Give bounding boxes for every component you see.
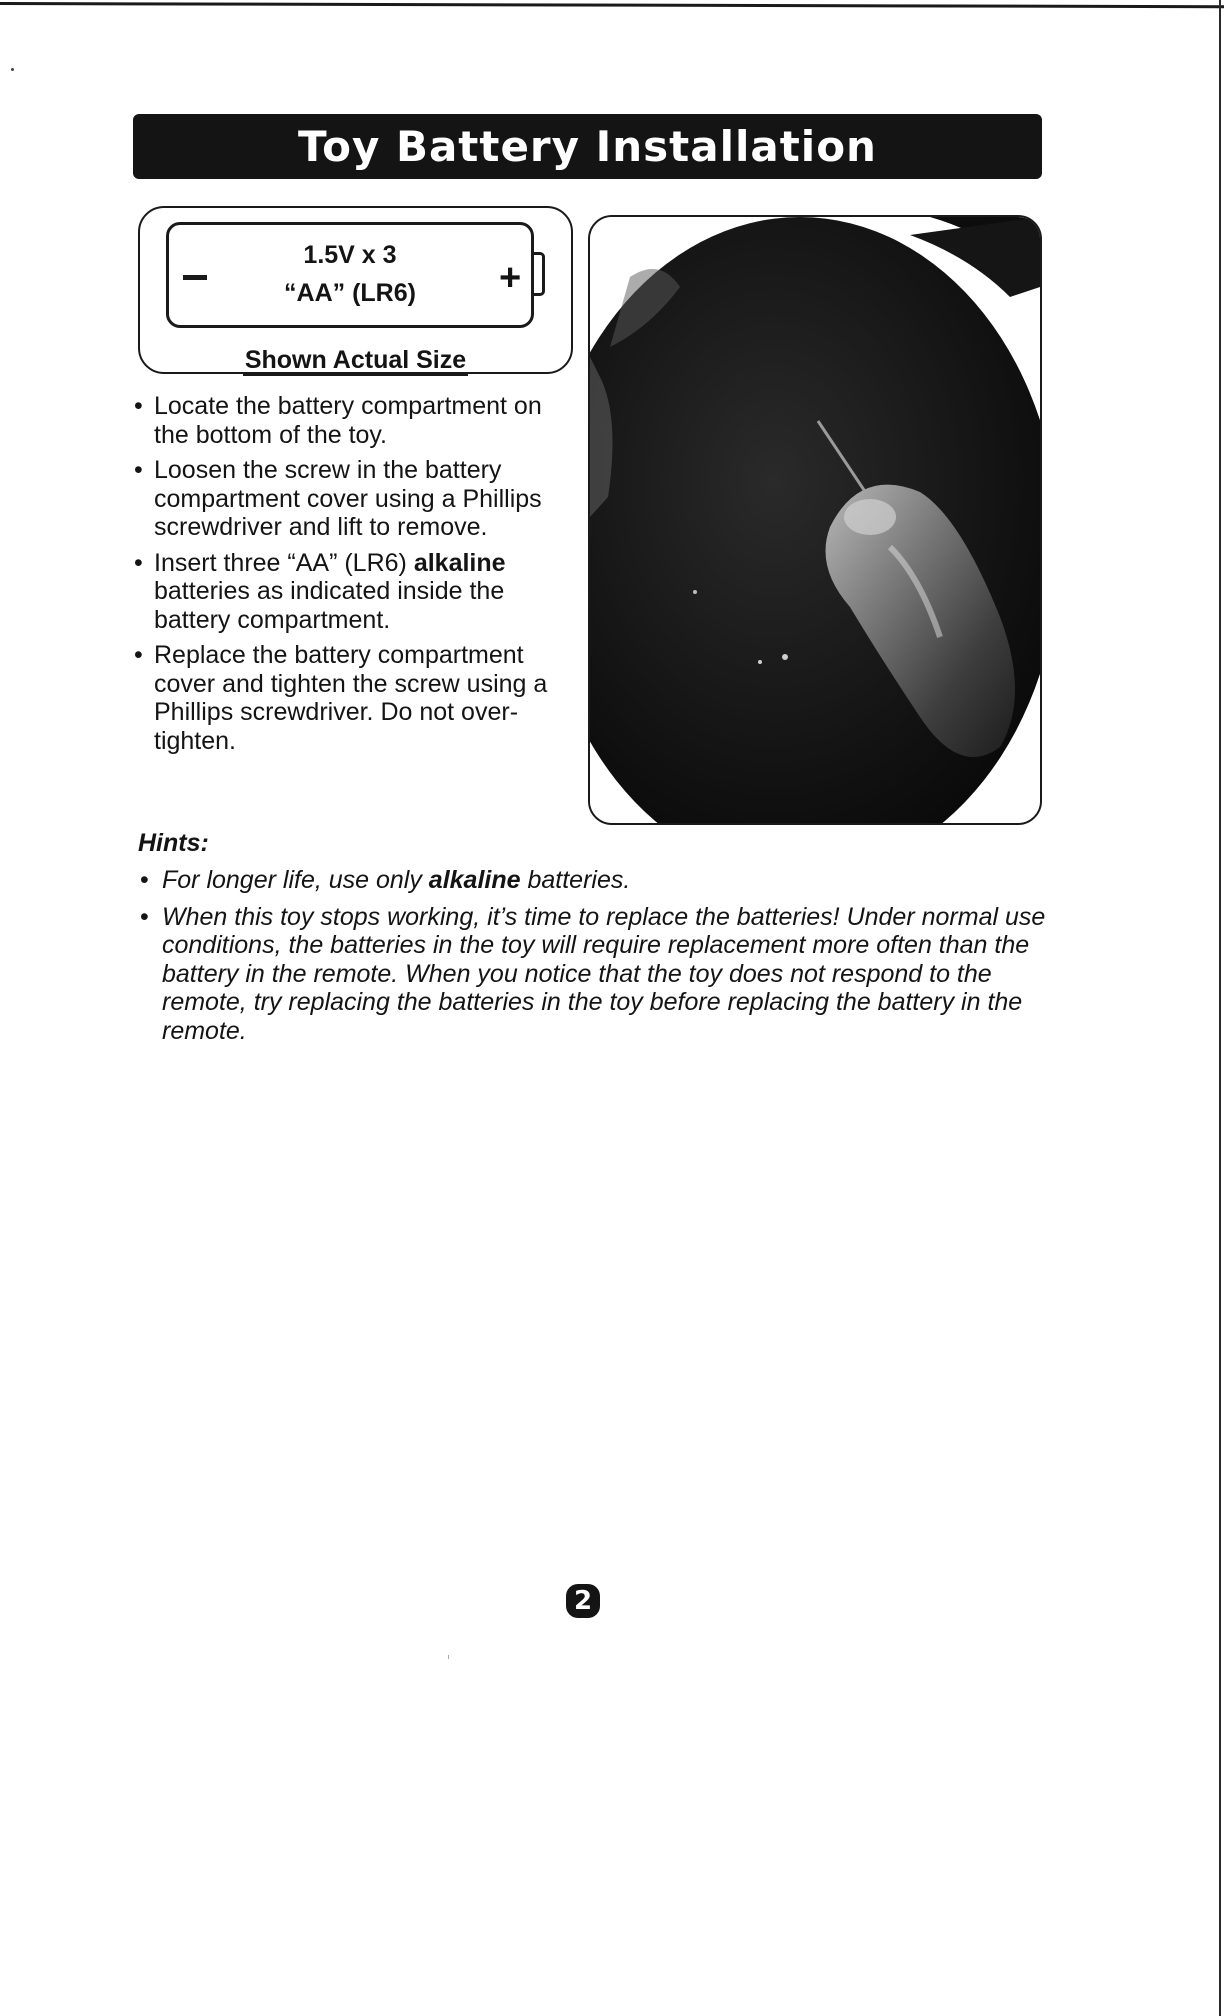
step-text-pre: Insert three “AA” (LR6) xyxy=(154,548,414,577)
hint-item xyxy=(138,903,1050,1046)
hints-list xyxy=(138,866,1050,1053)
step-text-post: batteries as indicated inside the battery compartment. xyxy=(154,577,505,634)
battery-illustration xyxy=(166,222,534,328)
installation-steps xyxy=(132,392,580,762)
step-item xyxy=(132,641,580,755)
step-text-bold: alkaline xyxy=(413,548,506,577)
top-edge-rule xyxy=(0,2,1224,8)
screwdriver-in-battery-compartment-icon xyxy=(590,217,1040,823)
battery-compartment-photo xyxy=(588,215,1042,825)
step-item xyxy=(132,456,580,542)
size-caption-text: Shown Actual Size xyxy=(244,346,467,374)
page-number-badge: 2 xyxy=(566,1584,600,1618)
page-title: Toy Battery Installation xyxy=(133,114,1042,179)
step-text: Replace the battery compartment cover and tighten the screw using a Phillips screwdriver. Do not over-tighten. xyxy=(154,641,548,755)
step-item xyxy=(132,549,580,635)
battery-voltage-label: 1.5V x 3 xyxy=(303,241,397,269)
battery-plus-terminal-icon: + xyxy=(499,257,522,299)
scan-mark xyxy=(448,1655,449,1659)
battery-size-caption xyxy=(140,346,571,375)
hints-heading: Hints: xyxy=(138,829,209,857)
step-item xyxy=(132,392,580,449)
hint-text-post: batteries. xyxy=(520,866,631,894)
scan-speck xyxy=(11,68,14,71)
battery-nub-icon xyxy=(534,252,545,296)
battery-type-label: “AA” (LR6) xyxy=(284,279,416,307)
hint-item xyxy=(138,866,1050,895)
step-text: Locate the battery compartment on the bottom of the toy. xyxy=(154,392,542,449)
right-edge-rule xyxy=(1219,0,1221,2016)
hint-text: When this toy stops working, it’s time to replace the batteries! Under normal use conditions, the batteries in the toy will require replacement more often than the battery in the remote. When you notice that the toy does not respond to the remote, try replacing the batteries in the toy before replacing the battery in the remote. xyxy=(162,902,1046,1045)
hint-text-bold: alkaline xyxy=(428,866,521,894)
hint-text-pre: For longer life, use only xyxy=(162,866,429,894)
battery-size-panel xyxy=(138,206,573,374)
step-text: Loosen the screw in the battery compartment cover using a Phillips screwdriver and lift to remove. xyxy=(154,456,542,541)
